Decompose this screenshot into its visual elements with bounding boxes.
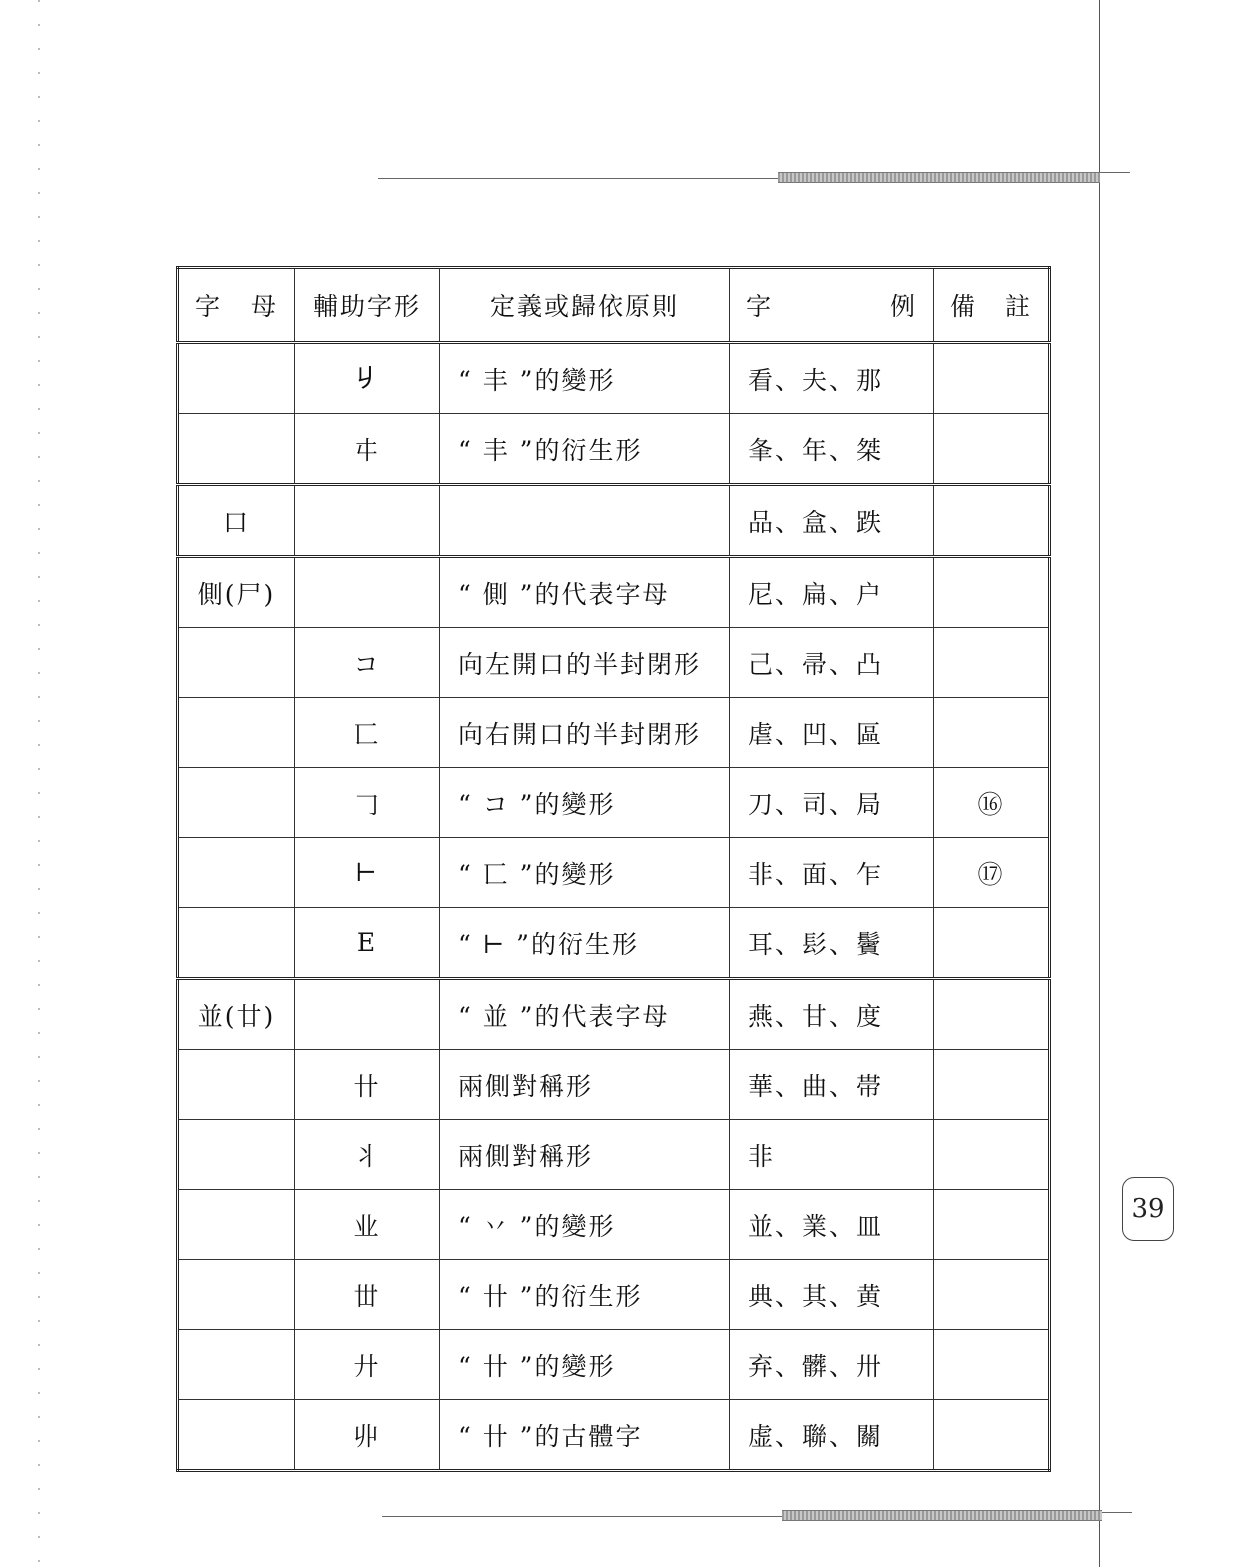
page-edge-line bbox=[1099, 0, 1100, 1567]
table-row bbox=[178, 838, 1050, 908]
cell-note bbox=[934, 1050, 1050, 1120]
cell-note bbox=[934, 1330, 1050, 1400]
cell-note bbox=[934, 628, 1050, 698]
cell-letter bbox=[178, 1120, 295, 1190]
cell-note: ⑯ bbox=[934, 768, 1050, 838]
header-definition: 定義或歸依原則 bbox=[440, 268, 730, 343]
cell-definition: 兩側對稱形 bbox=[440, 1120, 730, 1190]
cell-aux: 丬 bbox=[295, 1120, 440, 1190]
cell-note bbox=[934, 908, 1050, 979]
cell-aux: 业 bbox=[295, 1190, 440, 1260]
cell-letter: 側(尸) bbox=[178, 557, 295, 628]
cell-definition bbox=[440, 485, 730, 557]
cell-examples: 非 bbox=[730, 1120, 934, 1190]
cell-examples: 虐、凹、區 bbox=[730, 698, 934, 768]
cell-note bbox=[934, 414, 1050, 485]
cell-definition: “ 卄 ”的變形 bbox=[440, 1330, 730, 1400]
cell-note bbox=[934, 485, 1050, 557]
cell-letter: 並(廿) bbox=[178, 979, 295, 1050]
cell-note bbox=[934, 1190, 1050, 1260]
cell-definition: 向右開口的半封閉形 bbox=[440, 698, 730, 768]
bottom-rule-thin bbox=[382, 1516, 782, 1517]
cell-examples: 夆、年、桀 bbox=[730, 414, 934, 485]
cell-letter bbox=[178, 1050, 295, 1120]
cell-examples: 己、帚、凸 bbox=[730, 628, 934, 698]
cell-letter bbox=[178, 698, 295, 768]
cell-note bbox=[934, 557, 1050, 628]
cell-note bbox=[934, 343, 1050, 414]
cell-definition: “ 丷 ”的變形 bbox=[440, 1190, 730, 1260]
page-number: 39 bbox=[1122, 1177, 1174, 1241]
cell-aux: 㐄 bbox=[295, 414, 440, 485]
cell-aux bbox=[295, 979, 440, 1050]
cell-note bbox=[934, 1120, 1050, 1190]
table-row bbox=[178, 768, 1050, 838]
cell-definition: “ ⊢ ”的衍生形 bbox=[440, 908, 730, 979]
cell-aux: 廾 bbox=[295, 1330, 440, 1400]
top-rule-bar bbox=[778, 172, 1100, 183]
cell-definition: “ 側 ”的代表字母 bbox=[440, 557, 730, 628]
letter-table bbox=[176, 266, 1051, 1472]
cell-definition: “ 匸 ”的變形 bbox=[440, 838, 730, 908]
cell-note bbox=[934, 1400, 1050, 1471]
cell-definition: “ 丰 ”的衍生形 bbox=[440, 414, 730, 485]
cell-aux: 𠂈 bbox=[295, 343, 440, 414]
cell-letter bbox=[178, 768, 295, 838]
table-row bbox=[178, 414, 1050, 485]
table-row bbox=[178, 343, 1050, 414]
cell-aux: 卄 bbox=[295, 1050, 440, 1120]
cell-letter bbox=[178, 1330, 295, 1400]
cell-aux bbox=[295, 557, 440, 628]
cell-aux: E bbox=[295, 908, 440, 979]
table-row bbox=[178, 1260, 1050, 1330]
bottom-rule-tail bbox=[1102, 1512, 1132, 1513]
cell-letter bbox=[178, 1190, 295, 1260]
cell-note bbox=[934, 698, 1050, 768]
cell-letter bbox=[178, 838, 295, 908]
table-row bbox=[178, 1330, 1050, 1400]
header-aux: 輔助字形 bbox=[295, 268, 440, 343]
table-row bbox=[178, 979, 1050, 1050]
table-row bbox=[178, 1190, 1050, 1260]
cell-examples: 非、面、乍 bbox=[730, 838, 934, 908]
cell-definition: “ 卄 ”的古體字 bbox=[440, 1400, 730, 1471]
header-notes: 備 註 bbox=[934, 268, 1050, 343]
cell-note bbox=[934, 1260, 1050, 1330]
left-margin-dots bbox=[38, 0, 40, 1567]
cell-examples: 並、業、皿 bbox=[730, 1190, 934, 1260]
cell-examples: 華、曲、帯 bbox=[730, 1050, 934, 1120]
header-examples: 字 例 bbox=[730, 268, 934, 343]
cell-aux: 丗 bbox=[295, 1260, 440, 1330]
cell-definition: 兩側對稱形 bbox=[440, 1050, 730, 1120]
table-row bbox=[178, 628, 1050, 698]
cell-letter bbox=[178, 908, 295, 979]
cell-examples: 尼、扁、户 bbox=[730, 557, 934, 628]
cell-letter bbox=[178, 1400, 295, 1471]
cell-letter bbox=[178, 1260, 295, 1330]
cell-examples: 耳、髟、鬢 bbox=[730, 908, 934, 979]
cell-aux bbox=[295, 485, 440, 557]
cell-aux: ⊢ bbox=[295, 838, 440, 908]
cell-letter bbox=[178, 414, 295, 485]
cell-aux: 丱 bbox=[295, 1400, 440, 1471]
cell-examples: 品、盒、跌 bbox=[730, 485, 934, 557]
cell-definition: “ コ ”的變形 bbox=[440, 768, 730, 838]
cell-examples: 刀、司、局 bbox=[730, 768, 934, 838]
bottom-rule-bar bbox=[782, 1510, 1102, 1521]
cell-definition: “ 丰 ”的變形 bbox=[440, 343, 730, 414]
header-row bbox=[178, 268, 1050, 343]
cell-definition: “ 並 ”的代表字母 bbox=[440, 979, 730, 1050]
cell-examples: 燕、甘、度 bbox=[730, 979, 934, 1050]
table-row bbox=[178, 485, 1050, 557]
table-row bbox=[178, 1400, 1050, 1471]
table-row bbox=[178, 698, 1050, 768]
table-row bbox=[178, 1050, 1050, 1120]
cell-aux: コ bbox=[295, 628, 440, 698]
top-rule-thin bbox=[378, 178, 778, 179]
cell-examples: 弃、髒、卅 bbox=[730, 1330, 934, 1400]
cell-examples: 看、夫、那 bbox=[730, 343, 934, 414]
table-row bbox=[178, 557, 1050, 628]
table-row bbox=[178, 1120, 1050, 1190]
cell-note bbox=[934, 979, 1050, 1050]
cell-definition: 向左開口的半封閉形 bbox=[440, 628, 730, 698]
cell-examples: 虚、聯、關 bbox=[730, 1400, 934, 1471]
cell-note: ⑰ bbox=[934, 838, 1050, 908]
top-rule-tail bbox=[1100, 172, 1130, 173]
header-letter: 字 母 bbox=[178, 268, 295, 343]
cell-definition: “ 卄 ”的衍生形 bbox=[440, 1260, 730, 1330]
cell-aux: 𠃌 bbox=[295, 768, 440, 838]
cell-aux: 匸 bbox=[295, 698, 440, 768]
cell-letter bbox=[178, 343, 295, 414]
cell-examples: 典、其、黄 bbox=[730, 1260, 934, 1330]
table-row bbox=[178, 908, 1050, 979]
cell-letter bbox=[178, 628, 295, 698]
cell-letter: 口 bbox=[178, 485, 295, 557]
